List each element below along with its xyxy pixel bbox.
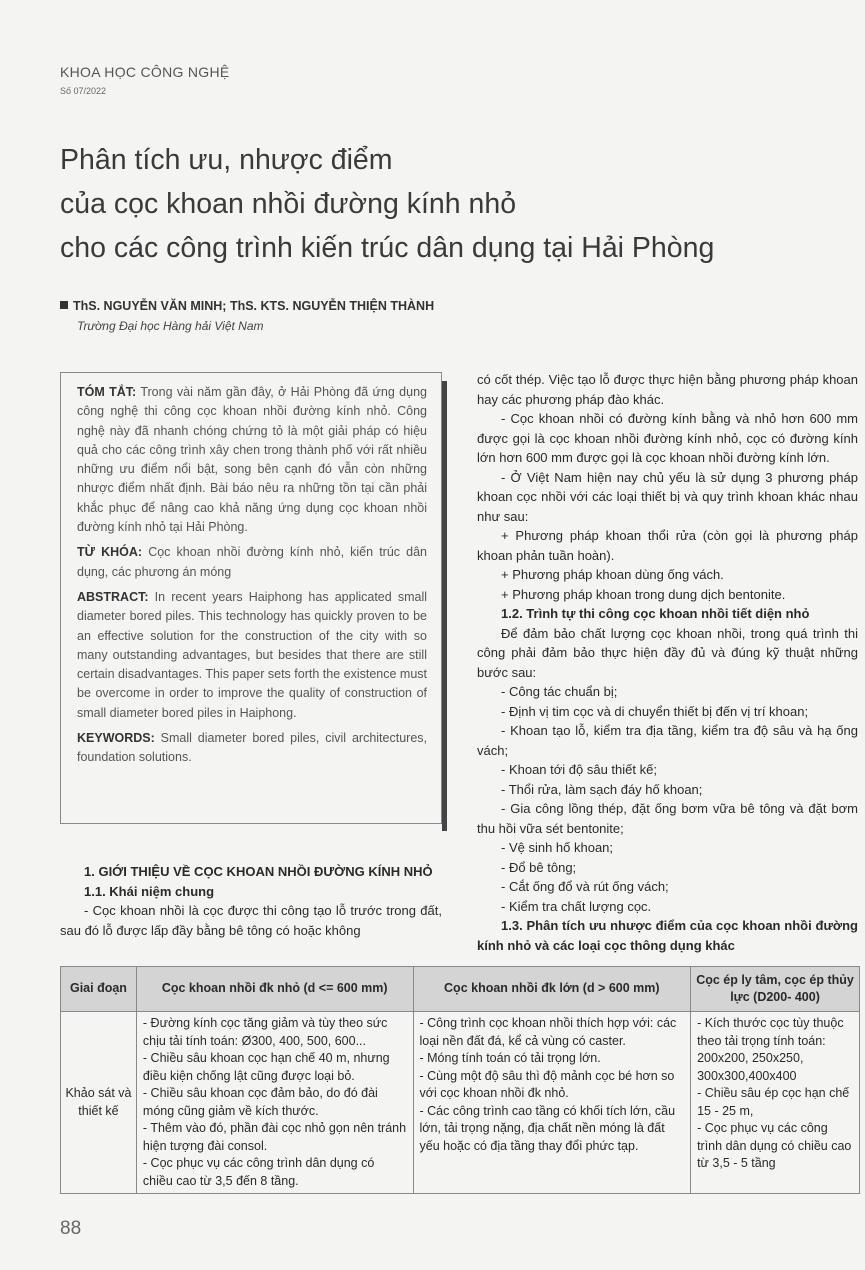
title-line: của cọc khoan nhồi đường kính nhỏ — [60, 188, 517, 220]
subsection-heading-1-2: 1.2. Trình tự thi công cọc khoan nhồi tiết diện nhỏ — [501, 606, 810, 621]
step-item: - Định vị tim cọc và di chuyển thiết bị đến vị trí khoan; — [501, 703, 809, 719]
cell-item: - Cọc phục vụ các công trình dân dụng có chiều cao từ 3,5 đến 8 tầng. — [142, 1156, 375, 1188]
tukhoa-paragraph — [77, 543, 427, 582]
step-item: - Thổi rửa, làm sạch đáy hố khoan; — [501, 781, 703, 797]
title-line: cho các công trình kiến trúc dân dụng tại Hải Phòng — [60, 232, 715, 264]
abstract-text — [77, 383, 427, 774]
section-heading-1: 1. GIỚI THIỆU VỀ CỌC KHOAN NHỒI ĐƯỜNG KÍNH NHỎ — [84, 864, 433, 879]
abstract-english-text: In recent years Haiphong has applicated small diameter bored piles. This technology has quickly proven to be an effective solution for the construction of the city with so many outstanding advantages, but besides that there are still certain disadvantages. This paper sets forth the existence must be overcome in order to improve the quality of construction of small diameter bored piles in Haiphong. — [77, 589, 427, 720]
table-header-cell: Cọc khoan nhồi đk nhỏ (d <= 600 mm) — [136, 967, 413, 1012]
step-item: - Khoan tới độ sâu thiết kế; — [501, 762, 657, 777]
article-title — [60, 138, 840, 270]
cell-item: - Thêm vào đó, phần đài cọc nhỏ gọn nên tránh hiện tượng đài consol. — [142, 1121, 407, 1153]
table-cell-large-bored — [413, 1012, 691, 1194]
right-column — [477, 370, 858, 955]
body-paragraph: - Cọc khoan nhồi có đường kính bằng và nhỏ hơn 600 mm được gọi là cọc khoan nhồi đường kính nhỏ, cọc có đường kính lớn hơn 600 mm được gọi là cọc khoan nhồi đường kính lớn. — [477, 411, 858, 465]
step-item: - Cắt ống đổ và rút ống vách; — [501, 879, 669, 894]
cell-item: - Móng tính toán có tải trọng lớn. — [419, 1051, 601, 1065]
body-paragraph: có cốt thép. Việc tạo lỗ được thực hiện bằng phương pháp khoan hay các phương pháp đào khác. — [477, 372, 858, 407]
table-header-row — [61, 967, 860, 1012]
step-item: - Vệ sinh hố khoan; — [501, 840, 614, 855]
step-item: - Kiểm tra chất lượng cọc. — [501, 898, 652, 914]
tomtat-label: TÓM TẮT: — [77, 385, 137, 399]
keywords-text: Small diameter bored piles, civil architectures, foundation solutions. — [77, 731, 427, 765]
tomtat-text: Trong vài năm gần đây, ở Hải Phòng đã ứng dụng công nghệ thi công cọc khoan nhồi đường kính nhỏ. Công nghệ này đã nhanh chóng chứng tỏ là một giải pháp có hiệu quả cho các công trình xây chen trong thành phố với rất nhiều những ưu điểm nổi bật, song bên cạnh đó vẫn còn những nhược điểm nhất định. Bài báo nêu ra những tồn tại cần phải khắc phục để nâng cao khả năng ứng dụng cọc khoan nhồi đường kính nhỏ tại Hải Phòng. — [77, 385, 427, 535]
authors — [60, 299, 434, 313]
step-item: - Đổ bê tông; — [501, 859, 577, 875]
table-cell-pressed-piles — [691, 1012, 860, 1194]
cell-item: - Chiều sâu khoan cọc đảm bảo, do đó đài móng cũng giảm về kích thước. — [142, 1086, 378, 1118]
body-paragraph: - Ở Việt Nam hiện nay chủ yếu là sử dụng 3 phương pháp khoan cọc nhồi với các loại thiết bị và quy trình khoan khác nhau như sau: — [477, 469, 858, 524]
affiliation: Trường Đại học Hàng hải Việt Nam — [77, 319, 264, 333]
left-column — [60, 862, 442, 940]
method-item: + Phương pháp khoan trong dung dịch bentonite. — [501, 586, 786, 602]
cell-item: - Các công trình cao tầng có khối tích lớn, cầu lớn, tải trọng nặng, địa chất nền móng là đất yếu hoặc có địa tầng thay đổi phức tạp. — [419, 1103, 676, 1153]
body-paragraph: - Cọc khoan nhồi là cọc được thi công tạo lỗ trước trong đất, sau đó lỗ được lấp đầy bằng bê tông có hoặc không — [60, 903, 442, 938]
table-row — [61, 1012, 860, 1194]
box-shadow-bar — [442, 381, 447, 831]
cell-item: - Đường kính cọc tăng giảm và tùy theo sức chịu tải tính toán: Ø300, 400, 500, 600... — [142, 1016, 388, 1048]
cell-item: - Cùng một độ sâu thì độ mảnh cọc bé hơn so với cọc khoan nhồi đk nhỏ. — [419, 1068, 675, 1100]
author-names: ThS. NGUYỄN VĂN MINH; ThS. KTS. NGUYỄN THIỆN THÀNH — [73, 299, 435, 313]
table-cell-small-bored — [136, 1012, 413, 1194]
tukhoa-label: TỪ KHÓA: — [77, 545, 143, 560]
tukhoa-text: Cọc khoan nhồi đường kính nhỏ, kiến trúc dân dụng, các phương án móng — [77, 545, 427, 579]
step-item: - Công tác chuẩn bị; — [501, 684, 618, 699]
tomtat-paragraph — [77, 383, 427, 537]
issue-number: Số 07/2022 — [60, 86, 107, 96]
body-paragraph: Để đảm bảo chất lượng cọc khoan nhồi, trong quá trình thi công phải đảm bảo thực hiện đầy đủ và đúng kỹ thuật những bước sau: — [477, 625, 858, 680]
cell-item: - Công trình cọc khoan nhồi thích hợp với: các loại nền đất đá, kể cả vùng có caster. — [419, 1016, 677, 1048]
table-header-cell: Giai đoạn — [61, 967, 137, 1012]
subsection-heading-1-3: 1.3. Phân tích ưu nhược điểm của cọc khoan nhồi đường kính nhỏ và các loại cọc thông dụng khác — [477, 918, 858, 953]
cell-item: - Kích thước cọc tùy thuộc theo tải trọng tính toán: 200x200, 250x250, 300x300,400x400 — [697, 1016, 844, 1083]
bullet-square-icon — [60, 301, 68, 309]
method-item: + Phương pháp khoan dùng ống vách. — [501, 567, 724, 582]
journal-section-tag: KHOA HỌC CÔNG NGHỆ — [60, 64, 230, 80]
title-line: Phân tích ưu, nhược điểm — [60, 144, 393, 176]
step-item: - Gia công lồng thép, đặt ống bơm vữa bê tông và đặt bơm thu hồi vữa sét bentonite; — [477, 801, 858, 836]
abstract-label: ABSTRACT: — [77, 589, 149, 604]
step-item: - Khoan tạo lỗ, kiểm tra địa tầng, kiểm tra độ sâu và hạ ống vách; — [477, 723, 858, 758]
keywords-paragraph — [77, 729, 427, 768]
table-header-cell: Cọc khoan nhồi đk lớn (d > 600 mm) — [413, 967, 691, 1012]
keywords-label: KEYWORDS: — [77, 731, 155, 746]
page-number: 88 — [60, 1218, 82, 1239]
subsection-heading-1-1: 1.1. Khái niệm chung — [84, 883, 215, 899]
method-item: + Phương pháp khoan thổi rửa (còn gọi là phương pháp khoan phản tuần hoàn). — [477, 528, 858, 563]
table-header-cell: Cọc ép ly tâm, cọc ép thủy lực (D200- 400) — [691, 967, 860, 1012]
comparison-table — [60, 966, 860, 1194]
cell-item: - Chiều sâu khoan cọc hạn chế 40 m, nhưng điều kiện chống lật cũng được loại bỏ. — [142, 1051, 390, 1083]
abstract-paragraph — [77, 588, 427, 723]
cell-item: - Cọc phục vụ các công trình dân dụng có chiều cao từ 3,5 - 5 tầng — [697, 1121, 852, 1170]
stage-cell: Khảo sát và thiết kế — [61, 1012, 137, 1194]
cell-item: - Chiều sâu ép cọc hạn chế 15 - 25 m, — [697, 1086, 850, 1118]
abstract-box — [60, 372, 442, 824]
